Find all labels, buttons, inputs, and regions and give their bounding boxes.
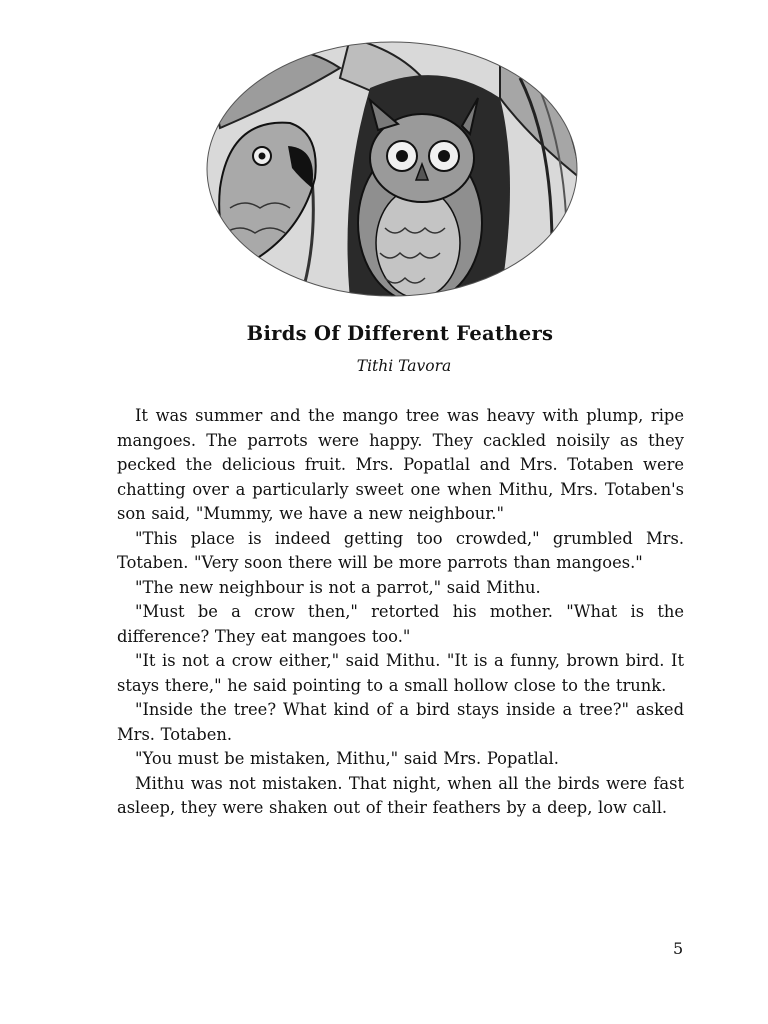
story-paragraph: "You must be mistaken, Mithu," said Mrs. Popatlal. [135, 749, 559, 768]
story-author: Tithi Tavora [356, 357, 452, 375]
page-number: 5 [673, 939, 684, 958]
story-body [117, 404, 684, 821]
story-paragraph: "This place is indeed getting too crowded," grumbled Mrs. Totaben. "Very soon there will be more parrots than mangoes." [117, 528, 684, 572]
story-paragraph: "The new neighbour is not a parrot," said Mithu. [135, 577, 541, 597]
story-paragraph: "Inside the tree? What kind of a bird stays inside a tree?" asked Mrs. Totaben. [117, 700, 684, 744]
story-paragraph: "It is not a crow either," said Mithu. "It is a funny, brown bird. It stays there," he said pointing to a small hollow close to the trunk. [117, 651, 684, 695]
story-paragraph: It was summer and the mango tree was heavy with plump, ripe mangoes. The parrots were happy. They cackled noisily as they pecked the delicious fruit. Mrs. Popatlal and Mrs. Totaben were chatting over a particularly sweet one when Mithu, Mrs. Totaben's son said, "Mummy, we have a new neighbour." [117, 406, 684, 523]
owl-parrot-illustration [200, 38, 584, 300]
story-paragraph: Mithu was not mistaken. That night, when all the birds were fast asleep, they were shaken out of their feathers by a deep, low call. [117, 773, 684, 817]
story-title: Birds Of Different Feathers [246, 322, 554, 345]
story-paragraph: "Must be a crow then," retorted his mother. "What is the difference? They eat mangoes too." [117, 602, 684, 646]
